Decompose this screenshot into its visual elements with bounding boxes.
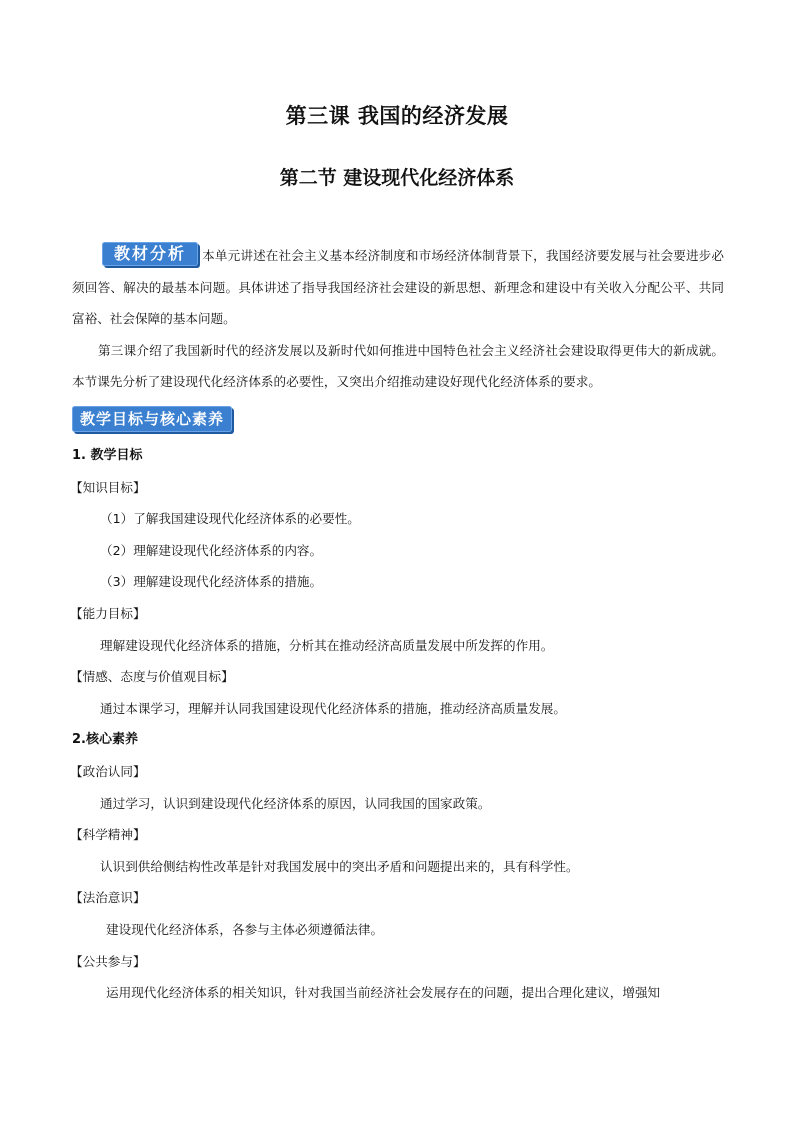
public-participation-label: 【公共参与】	[70, 953, 146, 969]
knowledge-item-2: （2）理解建设现代化经济体系的内容。	[100, 542, 323, 558]
intro-paragraph-2: 第三课介绍了我国新时代的经济发展以及新时代如何推进中国特色社会主义经济社会建设取得更伟大的新成就。本节课先分析了建设现代化经济体系的必要性，又突出介绍推动建设好现代化经济体系的要求。	[72, 342, 724, 389]
core-literacy-heading: 2.核心素养	[72, 732, 138, 748]
intro-paragraph-1-text: 本单元讲述在社会主义基本经济制度和市场经济体制背景下，我国经济要发展与社会要进步必须回答、解决的最基本问题。具体讲述了指导我国经济社会建设的新思想、新理念和建设中有关收入分配公平、共同富裕、社会保障的基本问题。	[72, 248, 724, 326]
emotion-goals-text: 通过本课学习，理解并认同我国建设现代化经济体系的措施，推动经济高质量发展。	[100, 700, 566, 716]
political-identity-label: 【政治认同】	[70, 763, 146, 779]
knowledge-item-1: （1）了解我国建设现代化经济体系的必要性。	[100, 511, 360, 527]
rule-of-law-text: 建设现代化经济体系，各参与主体必须遵循法律。	[106, 921, 384, 937]
textbook-analysis-section	[72, 240, 724, 398]
section-title: 第二节 建设现代化经济体系	[279, 167, 515, 189]
rule-of-law-label: 【法治意识】	[70, 890, 146, 906]
knowledge-item-3: （3）理解建设现代化经济体系的措施。	[100, 574, 323, 590]
intro-paragraph-1	[72, 240, 724, 335]
lesson-title: 第三课 我国的经济发展	[285, 104, 509, 128]
goals-content	[72, 440, 724, 1009]
political-identity-text: 通过学习，认识到建设现代化经济体系的原因，认同我国的国家政策。	[100, 795, 491, 811]
emotion-goals-label: 【情感、态度与价值观目标】	[70, 669, 234, 685]
teaching-goals-heading: 1. 教学目标	[72, 448, 143, 463]
scientific-spirit-label: 【科学精神】	[70, 827, 146, 843]
ability-goals-text: 理解建设现代化经济体系的措施，分析其在推动经济高质量发展中所发挥的作用。	[100, 637, 554, 653]
scientific-spirit-text: 认识到供给侧结构性改革是针对我国发展中的突出矛盾和问题提出来的，具有科学性。	[100, 858, 579, 874]
ability-goals-label: 【能力目标】	[70, 605, 146, 621]
knowledge-goals-label: 【知识目标】	[70, 479, 146, 495]
public-participation-text: 运用现代化经济体系的相关知识，针对我国当前经济社会发展存在的问题，提出合理化建议，增强知	[106, 985, 661, 1001]
goals-and-literacy-badge: 教学目标与核心素养	[72, 406, 232, 432]
textbook-analysis-badge: 教材分析	[102, 242, 198, 266]
